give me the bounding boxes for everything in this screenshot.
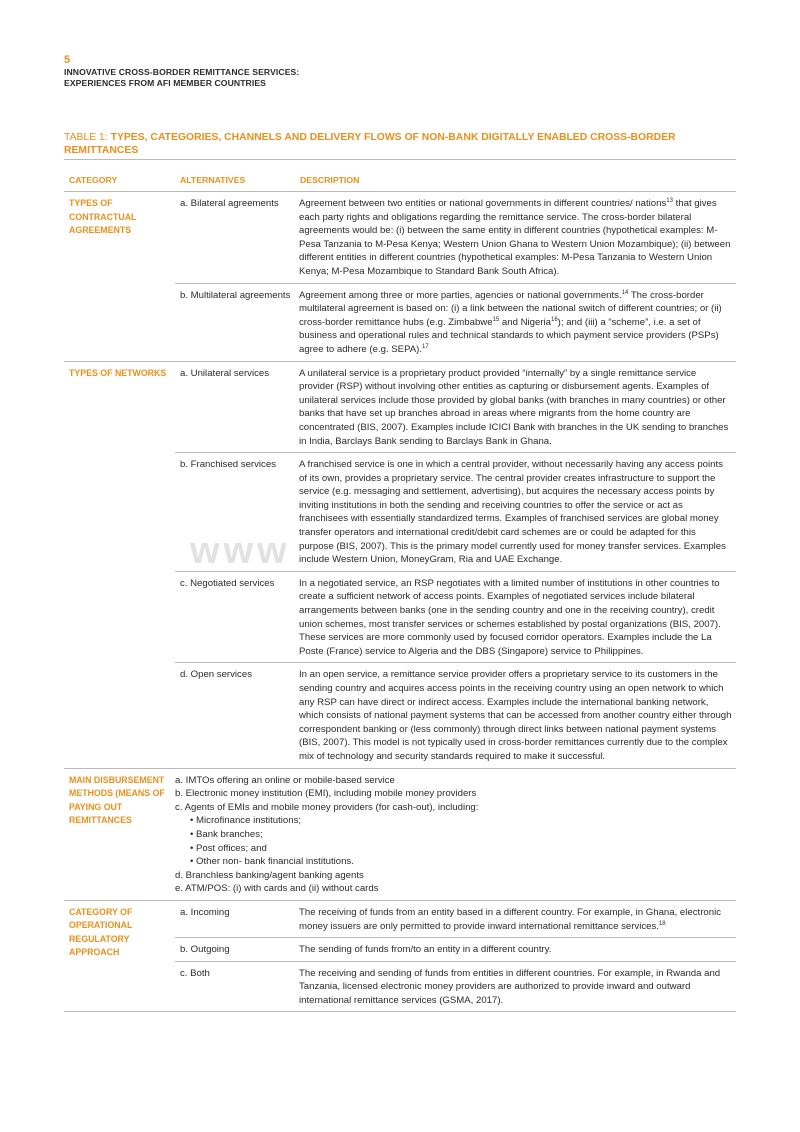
- table-row: [175, 571, 736, 663]
- description-text: The receiving of funds from an entity based in a different country. For example, in Ghana, electronic money issuers are only permitted to provide inward international remittance services.$^{18}$: [299, 906, 721, 932]
- table-title-prefix: TABLE 1:: [64, 132, 111, 143]
- alternative-label: d. Open services: [180, 669, 252, 681]
- disbursement-list: [175, 769, 608, 900]
- group-contractual-agreements: [64, 192, 736, 362]
- document-header: [64, 67, 299, 89]
- alternative-label: a. Unilateral services: [180, 367, 270, 379]
- list-item: c. Agents of EMIs and mobile money providers (for cash-out), including:: [175, 801, 479, 813]
- header-category: CATEGORY: [69, 175, 118, 185]
- category-label: TYPES OF NETWORKS: [69, 367, 167, 378]
- description-text: A unilateral service is a proprietary product provided “internally” by a single remittance service provider (RSP) without involving other entities as capturing or disbursement agents. Examples of unilateral services include those provided by global banks (with branches in many countries) or other banks that have set up branches abroad in areas where migrants from the home country are concentrated (BIS, 2007). Examples include ICICI Bank with branches in the UK sending to branches in India, Barclays Bank sending to Barclays Bank in Ghana.: [299, 367, 729, 447]
- alternative-label: b. Outgoing: [180, 944, 230, 956]
- header-line-1: INNOVATIVE CROSS-BORDER REMITTANCE SERVICES:: [64, 67, 300, 77]
- description-text: Agreement among three or more parties, agencies or national governments.$^{14}$ The cross-border multilateral agreement is based on: (i) a link between the national switch of different countries; or (ii) cross-border remittance hubs (e.g. Zimbabwe$^{15}$ and Nigeria$^{16}$); and (iii) a “scheme”, i.e. a set of business and operational rules and technical standards to which payment service providers (PSPs) agree to adhere (e.g. SEPA).$^{17}$: [299, 289, 722, 355]
- category-label: TYPES OF CONTRACTUAL AGREEMENTS: [69, 198, 137, 235]
- list-item: • Other non- bank financial institutions.: [190, 856, 354, 868]
- watermark: www: [190, 530, 291, 572]
- description-text: In a negotiated service, an RSP negotiates with a limited number of institutions in other countries to create a sufficient network of access points. Examples of negotiated services include bilateral arrangements between banks (one in the sending country and one in the receiving country), credit union schemes, most transfer services or schemes established by postal organizations (BIS, 2007). These services are more commonly used by focused corridor operators. Examples include the La Poste (France) service to Algeria and the DBS (Singapore) service to Philippines.: [299, 577, 721, 657]
- table-row: [175, 662, 736, 767]
- table-row: [175, 362, 736, 453]
- table-title: [64, 131, 736, 157]
- header-description: DESCRIPTION: [300, 175, 360, 185]
- table-row: [175, 961, 736, 1012]
- alternative-label: b. Multilateral agreements: [180, 289, 291, 301]
- list-item: e. ATM/POS: (i) with cards and (ii) without cards: [175, 883, 379, 895]
- category-label: MAIN DISBURSEMENT METHODS (MEANS OF PAYING OUT REMITTANCES: [69, 774, 165, 826]
- category-label: CATEGORY OF OPERATIONAL REGULATORY APPROACH: [69, 906, 133, 958]
- list-item: • Post offices; and: [190, 842, 267, 854]
- alternative-label: a. Incoming: [180, 906, 230, 918]
- table-title-text: TYPES, CATEGORIES, CHANNELS AND DELIVERY FLOWS OF NON-BANK DIGITALLY ENABLED CROSS-BORDER REMITTANCES: [64, 132, 676, 156]
- table-row: [175, 452, 736, 571]
- table-row: [175, 937, 736, 961]
- table-row: [175, 192, 736, 283]
- header-line-2: EXPERIENCES FROM AFI MEMBER COUNTRIES: [64, 78, 267, 88]
- table-header-row: [64, 168, 736, 192]
- header-alternatives: ALTERNATIVES: [180, 175, 246, 185]
- description-text: In an open service, a remittance service provider offers a proprietary service to its customers in the sending country and acquires access points in the receiving country using an open network to which any RSP can have direct or indirect access. Examples include the international banking network, which consists of national payment systems that can be accessed from another country either through correspondent banking or (less commonly) through direct links between national payment systems (BIS, 2007). This model is not typically used in cross-border remittances currently due to the complex mix of technology and security standards required to make it successful.: [299, 669, 732, 762]
- alternative-label: c. Both: [180, 967, 210, 979]
- description-text: Agreement between two entities or national governments in different countries/ nations$^{13}$ that gives each party rights and obligations regarding the remittance service. The cross-border bilateral agreements would be: (i) between the same entity in different countries (hypothetical examples: M-Pesa Tanzania to M-Pesa Kenya; Western Union Ghana to Western Union Mozambique); (ii) between different entities in different countries (hypothetical examples: M-Pesa Tanzania to Western Union Kenya; M-Pesa Mozambique to Standard Bank South Africa).: [299, 197, 731, 277]
- title-divider: [64, 159, 736, 160]
- list-item: • Bank branches;: [190, 828, 263, 840]
- description-text: A franchised service is one in which a central provider, without necessarily having any access points of its own, provides a proprietary service. The central provider creates infrastructure to support the service (e.g. messaging and settlement, advertising), but acquires the necessary access points by inviting institutions in both the sending and receiving countries to offer the service or act as franchisees with essentially standardized terms. Examples of franchised services are global money transfer operators and international credit/debit card schemes are or could be adapted for this purpose (BIS, 2007). This is the primary model currently used for money transfer services. Examples include Western Union, MoneyGram, Ria and UAE Exchange.: [299, 459, 726, 566]
- table-row: [175, 283, 736, 361]
- list-item: b. Electronic money institution (EMI), including mobile money providers: [175, 788, 477, 800]
- group-regulatory-approach: [64, 901, 736, 1013]
- group-networks: [64, 362, 736, 769]
- alternative-label: b. Franchised services: [180, 459, 276, 471]
- table-row: [175, 901, 736, 937]
- description-text: The receiving and sending of funds from entities in different countries. For example, in Rwanda and Tanzania, licensed electronic money providers are authorized to provide inward and outward international remittance services (GSMA, 2017).: [299, 967, 721, 1006]
- list-item: a. IMTOs offering an online or mobile-based service: [175, 774, 395, 786]
- table-row: [175, 769, 736, 900]
- description-text: The sending of funds from/to an entity in a different country.: [299, 944, 552, 956]
- alternative-label: c. Negotiated services: [180, 577, 275, 589]
- page-number: 5: [64, 54, 71, 66]
- remittance-table: [64, 168, 736, 1012]
- alternative-label: a. Bilateral agreements: [180, 198, 279, 209]
- list-item: • Microfinance institutions;: [190, 815, 302, 827]
- group-disbursement-methods: [64, 769, 736, 901]
- list-item: d. Branchless banking/agent banking agents: [175, 869, 364, 881]
